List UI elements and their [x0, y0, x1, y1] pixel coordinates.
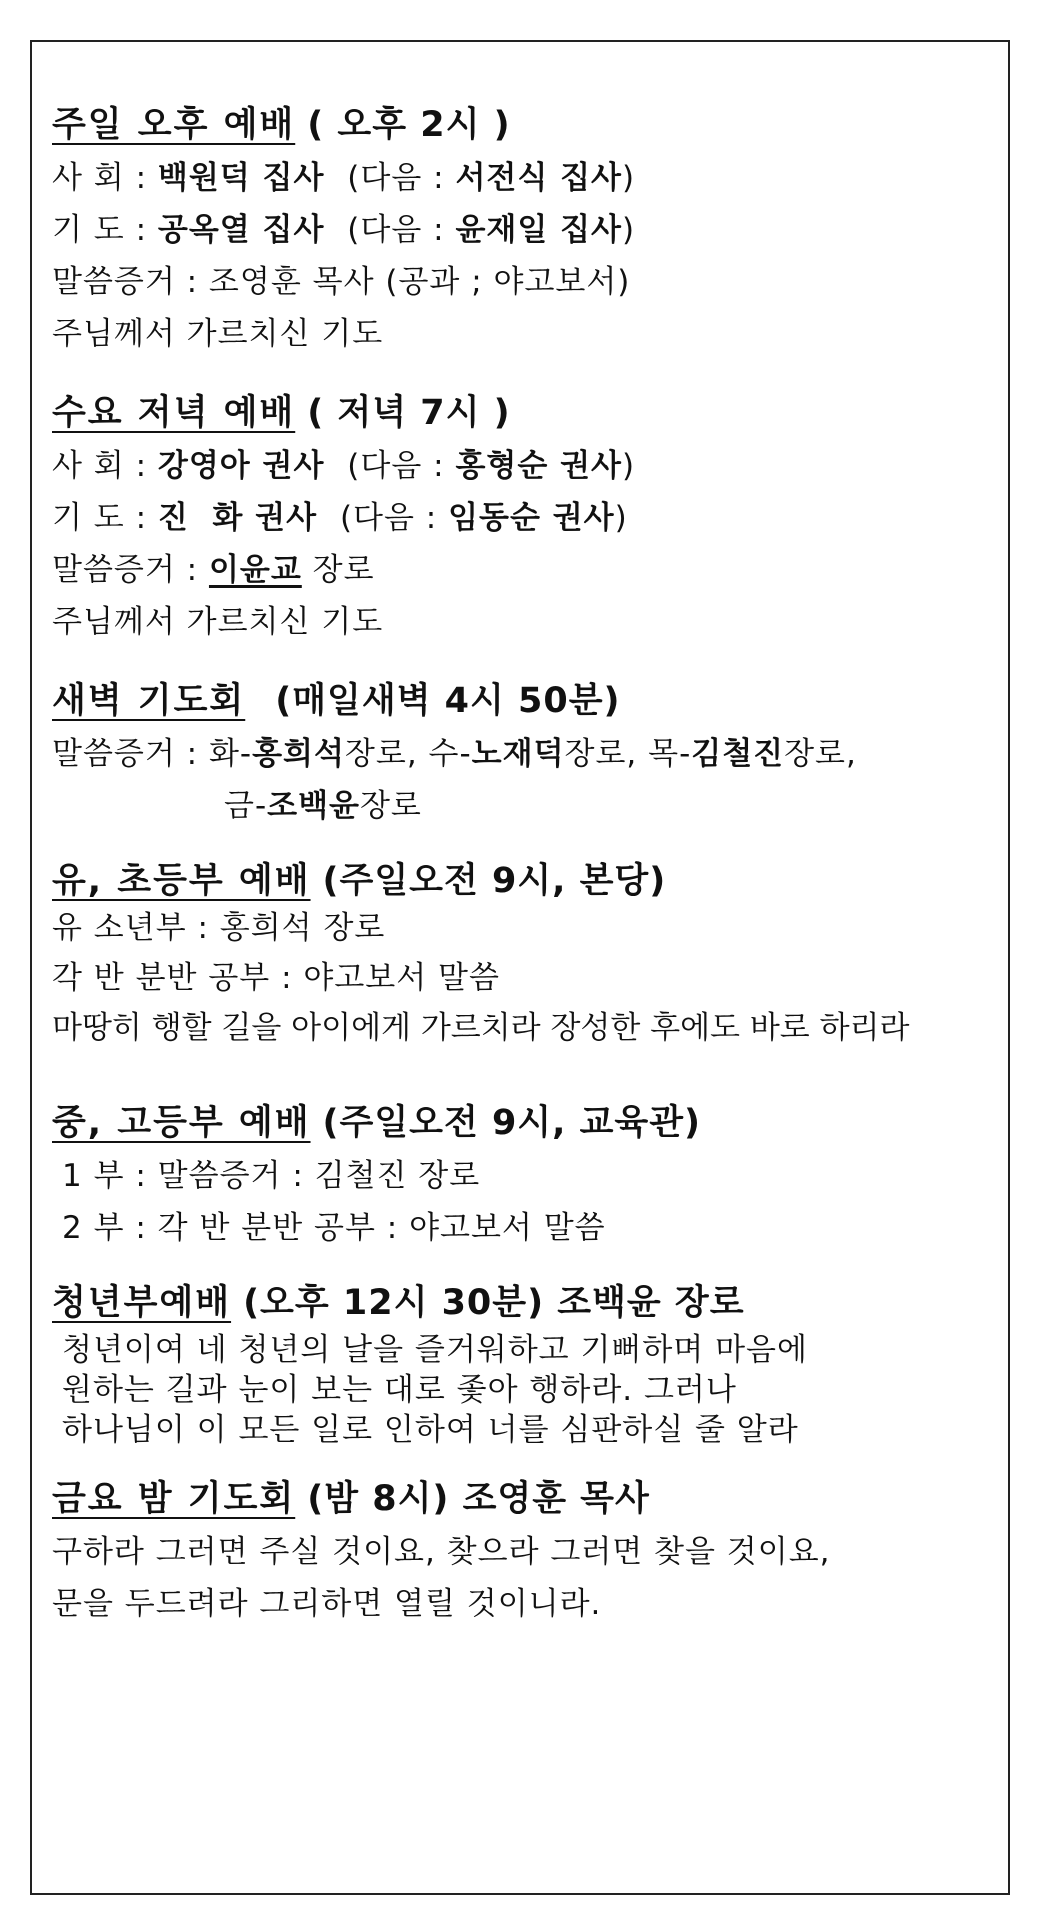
day-label: 목- [648, 736, 692, 772]
body-line: 2 부 : 각 반 분반 공부 : 야고보서 말씀 [62, 1210, 606, 1246]
section-heading [52, 1276, 952, 1330]
section-sunday-afternoon [52, 98, 952, 360]
verse-line: 원하는 길과 눈이 보는 대로 좇아 행하라. 그러나 [62, 1372, 737, 1408]
sermon-line [52, 544, 952, 596]
verse-line: 하나님이 이 모든 일로 인하여 너를 심판하실 줄 알라 [62, 1412, 799, 1448]
verse-line: 문을 두드려라 그리하면 열릴 것이니라. [52, 1586, 602, 1622]
section-title: 금요 밤 기도회 [52, 1479, 296, 1519]
person-name: 백원덕 집사 [157, 160, 325, 196]
section-title: 새벽 기도회 [52, 681, 246, 721]
paren-close: ) [614, 500, 628, 536]
next-label: (다음 : [347, 448, 445, 484]
body-line: 유 소년부 : 홍희석 장로 [52, 910, 386, 946]
body-line: 각 반 분반 공부 : 야고보서 말씀 [52, 960, 500, 996]
section-time: (오후 12시 30분) 조백윤 장로 [243, 1283, 745, 1323]
section-heading [52, 674, 952, 728]
section-time: (주일오전 9시, 본당) [322, 861, 667, 901]
section-heading [52, 854, 952, 908]
section-wednesday-evening [52, 386, 952, 648]
role-label: 기 도 : [52, 212, 148, 248]
next-person-name: 서전식 집사 [455, 160, 622, 196]
preacher-name: 이윤교 [208, 552, 302, 588]
section-title: 수요 저녁 예배 [52, 393, 296, 433]
lords-prayer-line: 주님께서 가르치신 기도 [52, 604, 384, 640]
prayer-leader-line [52, 492, 952, 544]
next-person-name: 윤재일 집사 [455, 212, 622, 248]
person-name: 강영아 권사 [157, 448, 325, 484]
preacher-title: 장로 [312, 552, 375, 588]
person-name: 진 화 권사 [157, 500, 318, 536]
preacher-title: 장로 [359, 788, 422, 824]
body-line: 1 부 : 말씀증거 : 김철진 장로 [62, 1158, 481, 1194]
paren-close: ) [621, 212, 636, 248]
preacher-title: 장로, [784, 736, 857, 772]
role-label: 사 회 : [52, 448, 148, 484]
next-label: (다음 : [347, 212, 445, 248]
section-time: ( 오후 2시 ) [307, 105, 511, 145]
preacher-title: 장로, [564, 736, 649, 772]
next-person-name: 홍형순 권사 [455, 448, 622, 484]
day-label: 화- [208, 736, 253, 772]
next-label: (다음 : [339, 500, 438, 536]
section-heading [52, 386, 952, 440]
presider-line [52, 152, 952, 204]
section-heading [52, 98, 952, 152]
body-line: 마땅히 행할 길을 아이에게 가르치라 장성한 후에도 바로 하리라 [52, 1010, 910, 1046]
bulletin-content [52, 98, 952, 1630]
section-children [52, 854, 952, 1048]
day-label: 금- [224, 788, 268, 824]
section-heading [52, 1096, 952, 1150]
lords-prayer-line: 주님께서 가르치신 기도 [52, 316, 384, 352]
person-name: 공옥열 집사 [157, 212, 325, 248]
presider-line [52, 440, 952, 492]
preacher-name: 조백윤 [267, 788, 360, 824]
section-time: (밤 8시) 조영훈 목사 [307, 1479, 650, 1519]
section-title: 중, 고등부 예배 [52, 1103, 311, 1143]
day-label: 수- [428, 736, 472, 772]
verse-line: 구하라 그러면 주실 것이요, 찾으라 그러면 찾을 것이요, [52, 1534, 831, 1570]
sermon-line: 말씀증거 : 조영훈 목사 (공과 ; 야고보서) [52, 264, 631, 300]
preacher-name: 김철진 [691, 736, 785, 772]
next-person-name: 임동순 권사 [448, 500, 615, 536]
section-young-adult [52, 1276, 952, 1450]
section-youth [52, 1096, 952, 1254]
section-time: ( 저녁 7시 ) [307, 393, 511, 433]
dawn-schedule-line [52, 728, 952, 780]
section-title: 청년부예배 [52, 1283, 232, 1323]
preacher-name: 홍희석 [252, 736, 345, 772]
paren-close: ) [621, 160, 636, 196]
prayer-leader-line [52, 204, 952, 256]
next-label: (다음 : [347, 160, 445, 196]
sermon-label: 말씀증거 : [52, 552, 199, 588]
role-label: 사 회 : [52, 160, 148, 196]
section-time: (주일오전 9시, 교육관) [322, 1103, 702, 1143]
dawn-schedule-line [52, 780, 952, 832]
preacher-title: 장로, [344, 736, 429, 772]
section-heading [52, 1472, 952, 1526]
section-title: 유, 초등부 예배 [52, 861, 311, 901]
section-time: (매일새벽 4시 50분) [275, 681, 621, 721]
verse-line: 청년이여 네 청년의 날을 즐거워하고 기뻐하며 마음에 [62, 1332, 808, 1368]
section-friday [52, 1472, 952, 1630]
section-title: 주일 오후 예배 [52, 105, 296, 145]
sermon-label: 말씀증거 : [52, 736, 209, 772]
paren-close: ) [621, 448, 636, 484]
role-label: 기 도 : [52, 500, 148, 536]
section-dawn-prayer [52, 674, 952, 832]
preacher-name: 노재덕 [471, 736, 565, 772]
